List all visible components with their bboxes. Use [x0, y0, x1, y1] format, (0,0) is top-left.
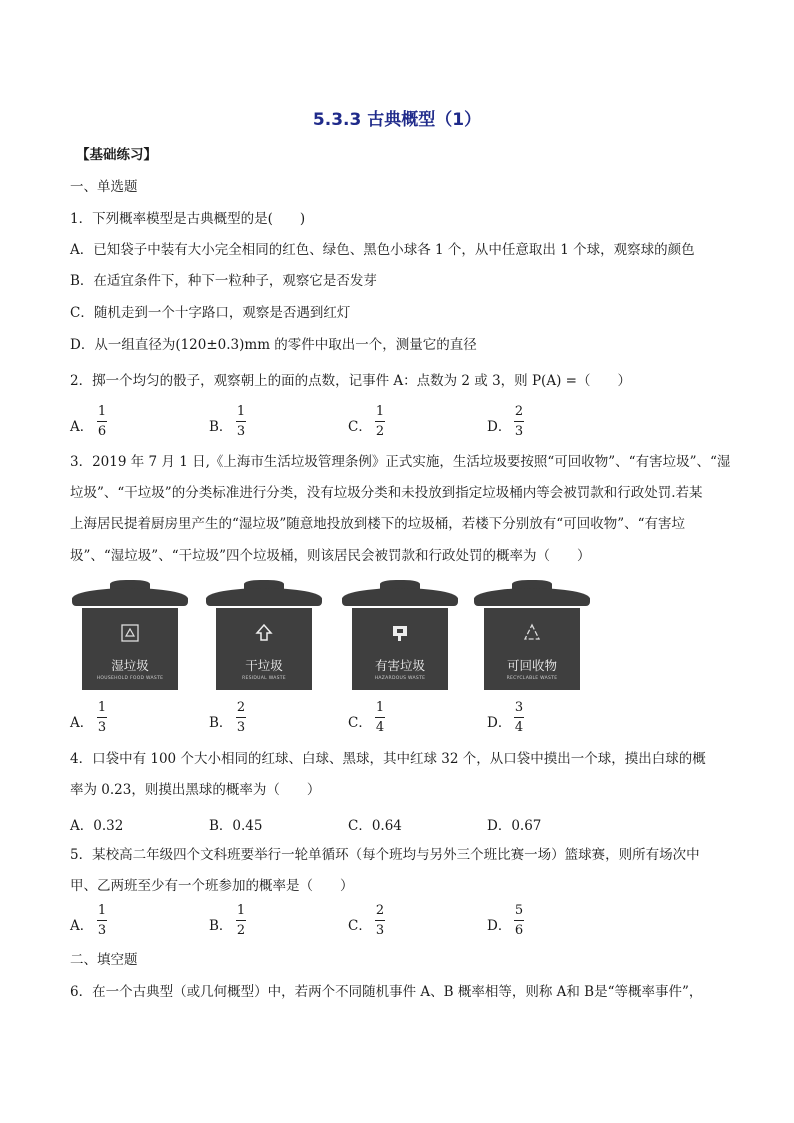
part-heading-fill-blank: 二、填空题: [70, 952, 138, 968]
q5-option-c-fraction: [375, 903, 385, 938]
denominator: 6: [514, 923, 524, 938]
bin-sublabel: RECYCLABLE WASTE: [506, 676, 558, 681]
numerator: 2: [236, 700, 246, 715]
q2-option-a-letter: A．: [70, 419, 94, 435]
fraction-bar: [236, 920, 246, 921]
q5-option-a-letter: A．: [70, 918, 94, 934]
bin-sublabel: RESIDUAL WASTE: [242, 676, 286, 681]
bin-body: [352, 608, 448, 690]
q2-option-a-fraction: [97, 404, 107, 439]
numerator: 1: [375, 700, 385, 715]
q3-stem-line-4: 圾”、“湿垃圾”、“干垃圾”四个垃圾桶，则该居民会被罚款和行政处罚的概率为（ ）: [70, 548, 591, 564]
numerator: 2: [375, 903, 385, 918]
numerator: 2: [514, 404, 524, 419]
bin-label: 可回收物: [506, 658, 557, 673]
fraction-bar: [375, 421, 385, 422]
q4-option-d: D．0.67: [487, 818, 542, 834]
numerator: 3: [514, 700, 524, 715]
numerator: 1: [97, 700, 107, 715]
denominator: 4: [514, 720, 524, 735]
q1-option-c: C．随机走到一个十字路口，观察是否遇到红灯: [70, 305, 351, 321]
q5-option-c-letter: C．: [348, 918, 372, 934]
bin-body: [216, 608, 312, 690]
trash-bins-figure: [70, 578, 600, 693]
denominator: 2: [375, 424, 385, 439]
hazardous-waste-icon: [389, 622, 411, 644]
bin-label: 干垃圾: [245, 658, 283, 673]
denominator: 3: [97, 720, 107, 735]
q5-option-b-letter: B．: [209, 918, 233, 934]
part-heading-single-choice: 一、单选题: [70, 179, 138, 195]
q3-option-d-fraction: [514, 700, 524, 735]
q2-option-c-fraction: [375, 404, 385, 439]
q5-option-b-fraction: [236, 903, 246, 938]
q2-option-c-letter: C．: [348, 419, 372, 435]
food-waste-icon: [119, 622, 141, 644]
q2-option-d-fraction: [514, 404, 524, 439]
q3-stem-line-3: 上海居民提着厨房里产生的“湿垃圾”随意地投放到楼下的垃圾桶，若楼下分别放有“可回收物”、“有害垃: [70, 516, 686, 532]
q4-stem-line-2: 率为 0.23，则摸出黑球的概率为（ ）: [70, 782, 321, 798]
q5-stem-line-1: 5．某校高二年级四个文科班要举行一轮单循环（每个班均与另外三个班比赛一场）篮球赛，则所有场次中: [70, 847, 700, 863]
q3-stem-line-1: 3．2019 年 7 月 1 日,《上海市生活垃圾管理条例》正式实施，生活垃圾要按照“可回收物”、“有害垃圾”、“湿: [70, 454, 731, 470]
numerator: 1: [236, 404, 246, 419]
q2-option-b-fraction: [236, 404, 246, 439]
fraction-bar: [514, 421, 524, 422]
q5-stem-line-2: 甲、乙两班至少有一个班参加的概率是（ ）: [70, 878, 354, 894]
q4-option-c: C．0.64: [348, 818, 402, 834]
q3-stem-line-2: 垃圾”、“干垃圾”的分类标准进行分类，没有垃圾分类和未投放到指定垃圾桶内等会被罚款和行政处罚.若某: [70, 485, 703, 501]
bin-body: [82, 608, 178, 690]
fraction-bar: [236, 421, 246, 422]
bin-sublabel: HOUSEHOLD FOOD WASTE: [96, 676, 164, 681]
q3-option-a-fraction: [97, 700, 107, 735]
q5-option-d-letter: D．: [487, 918, 512, 934]
bin-lid: [342, 588, 458, 606]
q1-option-d: D．从一组直径为(120±0.3)mm 的零件中取出一个，测量它的直径: [70, 337, 477, 353]
q4-option-b: B．0.45: [209, 818, 263, 834]
fraction-bar: [514, 920, 524, 921]
q5-option-d-fraction: [514, 903, 524, 938]
q1-option-a: A．已知袋子中装有大小完全相同的红色、绿色、黑色小球各 1 个，从中任意取出 1 个球，观察球的颜色: [70, 242, 695, 258]
numerator: 1: [375, 404, 385, 419]
q3-option-c-letter: C．: [348, 715, 372, 731]
q3-option-a-letter: A．: [70, 715, 94, 731]
section-heading: 【基础练习】: [76, 147, 157, 163]
bin-label: 有害垃圾: [374, 658, 425, 673]
q1-stem: 1．下列概率模型是古典概型的是( ): [70, 211, 306, 227]
denominator: 3: [97, 923, 107, 938]
q3-option-d-letter: D．: [487, 715, 512, 731]
q3-option-c-fraction: [375, 700, 385, 735]
residual-waste-icon: [253, 622, 275, 644]
denominator: 3: [375, 923, 385, 938]
trash-bin-recyclable: [474, 578, 590, 691]
q2-stem: 2．掷一个均匀的骰子，观察朝上的面的点数，记事件 A：点数为 2 或 3，则 P(A) =（ ）: [70, 373, 631, 389]
q6-stem-line-1: 6．在一个古典型（或几何概型）中，若两个不同随机事件 A、B 概率相等，则称 A和 B是“等概率事件”，: [70, 984, 703, 1000]
q4-stem-line-1: 4．口袋中有 100 个大小相同的红球、白球、黑球，其中红球 32 个，从口袋中摸出一个球，摸出白球的概: [70, 751, 706, 767]
fraction-bar: [375, 717, 385, 718]
q4-option-a: A．0.32: [70, 818, 124, 834]
page-title: 5.3.3 古典概型（1）: [312, 110, 482, 130]
fraction-bar: [514, 717, 524, 718]
numerator: 1: [97, 903, 107, 918]
recycle-icon: [521, 622, 543, 644]
denominator: 6: [97, 424, 107, 439]
denominator: 3: [236, 424, 246, 439]
denominator: 4: [375, 720, 385, 735]
bin-lid: [72, 588, 188, 606]
denominator: 2: [236, 923, 246, 938]
trash-bin-dry: [206, 578, 322, 691]
bin-lid: [206, 588, 322, 606]
bin-label: 湿垃圾: [111, 658, 149, 673]
q2-option-b-letter: B．: [209, 419, 233, 435]
fraction-bar: [97, 920, 107, 921]
q1-option-b: B．在适宜条件下，种下一粒种子，观察它是否发芽: [70, 273, 377, 289]
q5-option-a-fraction: [97, 903, 107, 938]
q3-option-b-letter: B．: [209, 715, 233, 731]
bin-body: [484, 608, 580, 690]
bin-lid: [474, 588, 590, 606]
denominator: 3: [514, 424, 524, 439]
fraction-bar: [97, 717, 107, 718]
trash-bin-wet: [72, 578, 188, 691]
fraction-bar: [236, 717, 246, 718]
q2-option-d-letter: D．: [487, 419, 512, 435]
numerator: 1: [236, 903, 246, 918]
numerator: 5: [514, 903, 524, 918]
trash-bin-hazardous: [342, 578, 458, 691]
bin-sublabel: HAZARDOUS WASTE: [374, 676, 426, 681]
numerator: 1: [97, 404, 107, 419]
fraction-bar: [97, 421, 107, 422]
fraction-bar: [375, 920, 385, 921]
denominator: 3: [236, 720, 246, 735]
q3-option-b-fraction: [236, 700, 246, 735]
